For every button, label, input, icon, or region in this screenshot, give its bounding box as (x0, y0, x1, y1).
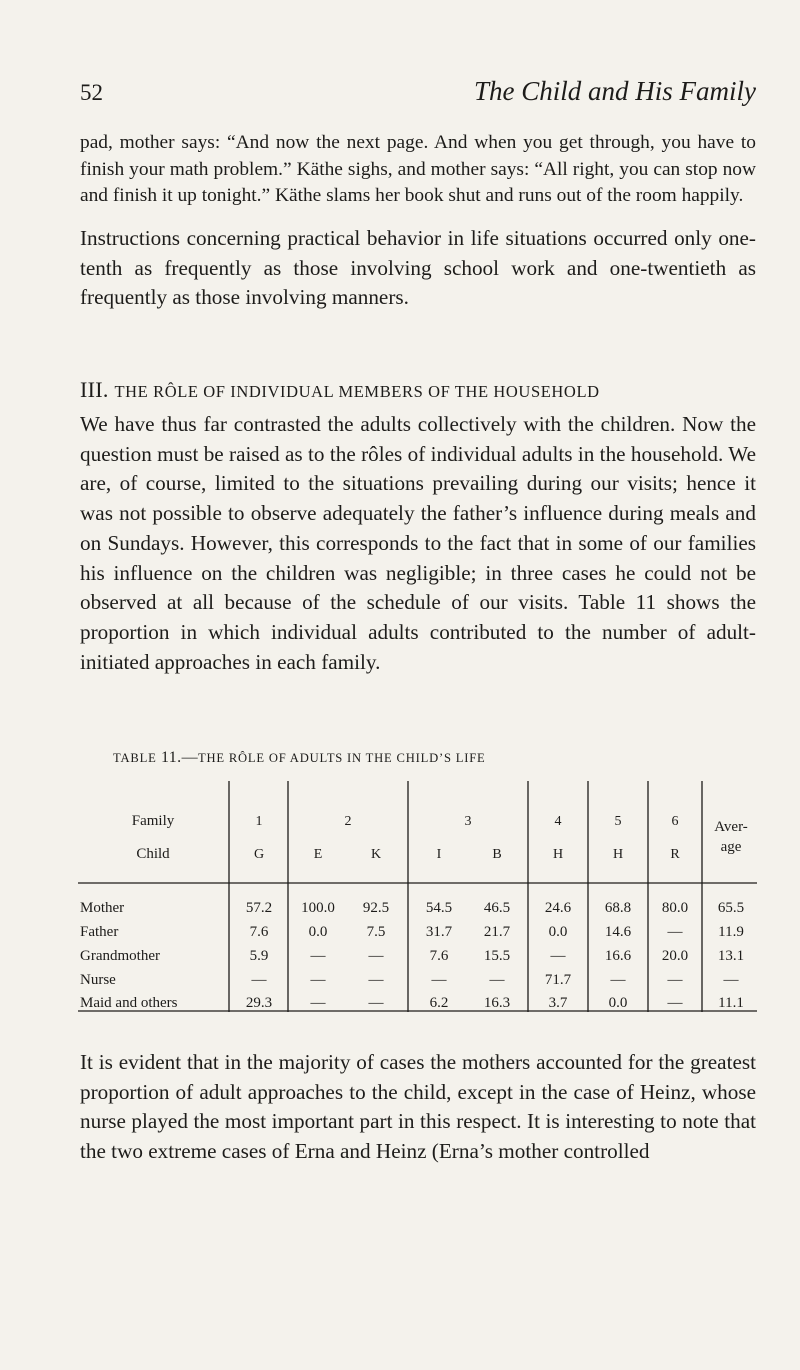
table-cell: 71.7 (544, 972, 572, 988)
table-row-label: Father (80, 924, 119, 940)
page-header (80, 76, 756, 116)
table-child-initial: H (552, 847, 564, 862)
table-row-label: Mother (80, 900, 125, 916)
table-header-average-line-2: age (720, 839, 742, 855)
table-child-initial: I (436, 847, 442, 862)
table-child-initial: R (670, 847, 680, 862)
table-family-number: 3 (464, 814, 472, 829)
table-cell: 16.3 (483, 995, 511, 1011)
table-cell: — (667, 924, 683, 940)
paragraph-1: pad, mother says: “And now the next page. And when you get through, you have to finish your math problem.” Käthe sighs, and mother says: “All right, you can stop now and finish it up tonight.” Käthe slams her book shut and runs out of the room happily. (80, 132, 756, 206)
table-child-initial: K (370, 847, 382, 862)
table-child-initial: G (253, 847, 265, 862)
table-header-family: Family (131, 813, 175, 829)
table-cell: — (610, 972, 626, 988)
table-cell: 68.8 (604, 900, 632, 916)
table-cell: 20.0 (661, 948, 689, 964)
section-numeral: III. (80, 377, 115, 402)
table-cell: — (310, 995, 326, 1011)
table-row-label: Nurse (80, 972, 116, 988)
table-cell: — (723, 972, 739, 988)
section-title: THE RÔLE OF INDIVIDUAL MEMBERS OF THE HOUSEHOLD (114, 382, 600, 401)
table-cell: 24.6 (544, 900, 572, 916)
table-child-initial: E (313, 847, 323, 862)
table-child-initial: H (612, 847, 624, 862)
table-cell: 57.2 (245, 900, 273, 916)
table-family-number: 2 (344, 814, 352, 829)
table-row-label: Maid and others (80, 995, 178, 1011)
paragraph-2: Instructions concerning practical behavior in life situations occurred only one-tenth as frequently as those involving school work and one-twentieth as frequently as those involving manners. (80, 226, 756, 310)
page-number: 52 (80, 80, 103, 105)
table-cell: 46.5 (483, 900, 511, 916)
table-cell: 11.9 (718, 924, 744, 940)
table-cell: — (667, 972, 683, 988)
table-row-label: Grandmother (80, 948, 160, 964)
table-cell: — (368, 972, 384, 988)
table-cell: 0.0 (608, 995, 628, 1011)
table-cell: — (667, 995, 683, 1011)
paragraph-4: It is evident that in the majority of cases the mothers accounted for the greatest proportion of adult approaches to the child, except in the case of Heinz, whose nurse played the most important part in this respect. It is interesting to note that the two extreme cases of Erna and Heinz (Erna’s mother controlled (80, 1050, 756, 1164)
table-caption-number: 11.— (156, 749, 198, 766)
table-cell: — (431, 972, 447, 988)
table-family-number: 1 (255, 814, 263, 829)
table-cell: 15.5 (483, 948, 511, 964)
table-cell: 0.0 (548, 924, 568, 940)
table-cell: 5.9 (249, 948, 269, 964)
table-cell: 11.1 (718, 995, 744, 1011)
table-cell: 65.5 (717, 900, 745, 916)
table-cell: 13.1 (717, 948, 745, 964)
table-header-child: Child (136, 846, 170, 862)
table-cell: 3.7 (548, 995, 568, 1011)
table-caption-label: TABLE (113, 751, 157, 765)
running-title: The Child and His Family (474, 76, 756, 106)
table-cell: 100.0 (301, 900, 335, 916)
table-cell: 7.6 (249, 924, 269, 940)
table-child-initial: B (492, 847, 502, 862)
table-cell: — (251, 972, 267, 988)
table-header-average-line-1: Aver- (714, 819, 748, 835)
table-cell: 16.6 (604, 948, 632, 964)
table-cell: — (310, 972, 326, 988)
table-cell: 29.3 (245, 995, 273, 1011)
table-cell: — (310, 948, 326, 964)
table-cell: — (368, 948, 384, 964)
table-cell: 92.5 (362, 900, 390, 916)
table-cell: 21.7 (483, 924, 511, 940)
table-cell: — (550, 948, 566, 964)
table-cell: — (489, 972, 505, 988)
table-caption (113, 749, 486, 767)
table-cell: 7.6 (429, 948, 449, 964)
table-cell: 0.0 (308, 924, 328, 940)
section-heading (80, 377, 780, 403)
table-cell: 54.5 (425, 900, 453, 916)
table-cell: 14.6 (604, 924, 632, 940)
table-cell: 80.0 (661, 900, 689, 916)
table-family-number: 4 (554, 814, 562, 829)
table-family-number: 6 (671, 814, 679, 829)
paragraph-3: We have thus far contrasted the adults collectively with the children. Now the question must be raised as to the rôles of individual adults in the household. We are, of course, limited to the situations prevailing during our visits; hence it was not possible to observe adequately the father’s influence during meals and on Sundays. However, this corresponds to the fact that in some of our families his influence on the children was negligible; in three cases he could not be observed at all because of the schedule of our visits. Table 11 shows the proportion in which individual adults contributed to the number of adult-initiated approaches in each family. (80, 412, 756, 674)
table-family-number: 5 (614, 814, 622, 829)
table-cell: 7.5 (366, 924, 386, 940)
table-cell: 6.2 (429, 995, 449, 1011)
table-cell: — (368, 995, 384, 1011)
table-caption-title: THE RÔLE OF ADULTS IN THE CHILD’S LIFE (197, 751, 486, 765)
table-cell: 31.7 (425, 924, 453, 940)
